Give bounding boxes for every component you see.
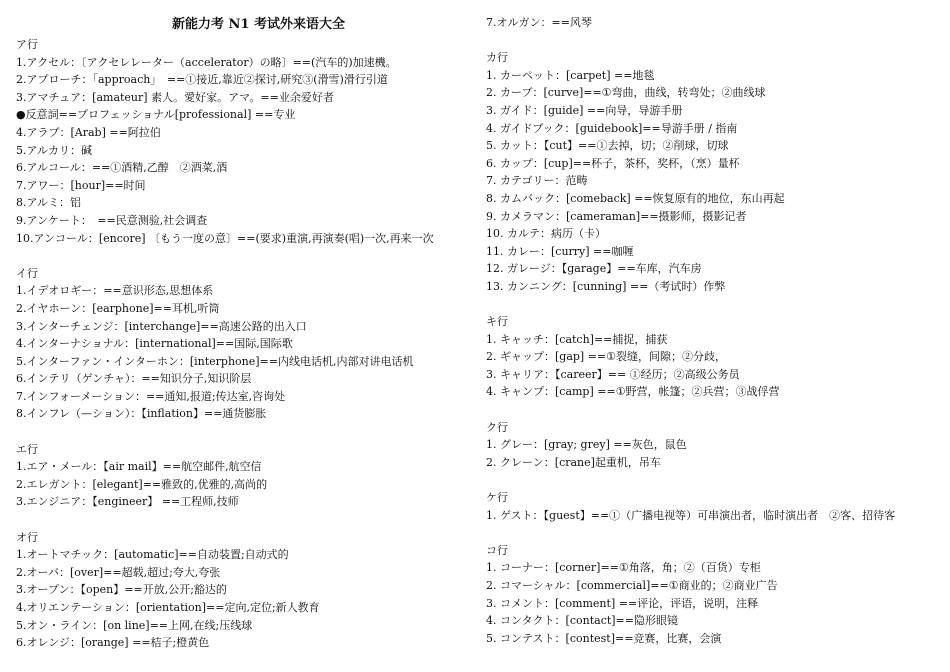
vocab-entry: 5.インターファン・インターホン：[interphone]==内线电话机,内部对讲电话机 (16, 354, 414, 368)
right-entry-list (486, 14, 936, 647)
vocab-entry: 6. カップ：[cup]==杯子，茶杯，奖杯，（烹）量杯 (486, 156, 740, 170)
vocab-entry: 2.イヤホーン：[earphone]==耳机,听筒 (16, 301, 220, 315)
vocab-entry: 5. コンテスト：[contest]==竞赛，比赛，会演 (486, 631, 722, 645)
section-spacer (16, 511, 461, 529)
vocab-entry: 8.アルミ：铝 (16, 196, 82, 210)
section-spacer (16, 423, 461, 441)
vocab-entry: 6.オレンジ：[orange] ==桔子;橙黄色 (16, 636, 210, 650)
vocab-entry: 4. ガイドブック：[guidebook]==导游手册 / 指南 (486, 121, 738, 135)
section-spacer (486, 524, 936, 542)
left-entry-list (16, 36, 461, 652)
vocab-entry: 10.アンコール：[encore] 〔もう一度の意〕==(要求)重演,再演奏(唱)一次,再来一次 (16, 231, 434, 245)
section-heading: ケ行 (486, 491, 508, 505)
vocab-entry: 7. カテゴリー：范畴 (486, 174, 588, 188)
section-spacer (486, 32, 936, 50)
vocab-entry: 5. カット：【cut】==①去掉，切；②削球，切球 (486, 139, 729, 153)
right-column (486, 14, 936, 647)
section-heading: カ行 (486, 51, 508, 65)
section-spacer (486, 401, 936, 419)
section-spacer (16, 247, 461, 265)
vocab-entry: 1. コーナー：[corner]==①角落，角；②（百货）专柜 (486, 561, 761, 575)
vocab-entry: 7.オルガン：==风琴 (486, 16, 592, 29)
vocab-entry: 1. キャッチ：[catch]==捕捉，捕获 (486, 332, 668, 346)
section-spacer (486, 471, 936, 489)
section-heading: イ行 (16, 266, 38, 280)
vocab-entry: 2.エレガント：[elegant]==雅致的,优雅的,高尚的 (16, 477, 268, 491)
vocab-entry: 7.インフォーメーション：==通知,报道;传达室,咨询处 (16, 389, 286, 403)
section-heading: キ行 (486, 315, 508, 329)
vocab-entry: 8. カムバック：[comeback] ==恢复原有的地位，东山再起 (486, 191, 785, 205)
vocab-entry: 2. コマーシャル：[commercial]==①商业的；②商业广告 (486, 579, 778, 592)
vocab-entry: 3.インターチェンジ：[interchange]==高速公路的出入口 (16, 319, 307, 333)
vocab-entry: 7.アワー：[hour]==时间 (16, 178, 146, 192)
vocab-entry: 4. キャンプ：[camp] ==①野营，帐篷；②兵营；③战俘营 (486, 385, 780, 399)
vocab-entry: 9.アンケート： ==民意测验,社会调查 (16, 213, 208, 227)
vocab-entry: 4.オリエンテーション：[orientation]==定向,定位;新人教育 (16, 601, 320, 614)
vocab-entry: 10. カルテ：病历（卡） (486, 227, 606, 241)
vocab-entry: 6.インテリ（ゲンチャ）：==知识分子,知识阶层 (16, 372, 252, 386)
vocab-entry: 11. カレー：[curry] ==咖喱 (486, 244, 634, 258)
vocab-entry: 3. コメント：[comment] ==评论，评语，说明，注释 (486, 596, 759, 610)
section-heading: エ行 (16, 442, 38, 456)
vocab-entry: 1.イデオロギー：==意识形态,思想体系 (16, 284, 214, 298)
vocab-entry: 5.アルカリ：碱 (16, 143, 93, 157)
vocab-entry: 3. キャリア：【career】== ①经历；②高级公务员 (486, 367, 740, 381)
vocab-entry: 4.インターナショナル：[international]==国际,国际歌 (16, 337, 293, 351)
vocab-entry: 8.インフレ（—ション）：【inflation】==通货膨胀 (16, 407, 267, 421)
vocab-entry: 2. カーブ：[curve]==①弯曲，曲线，转弯处；②曲线球 (486, 86, 766, 100)
vocab-entry: 1.オートマチック：[automatic]==自动装置;自动式的 (16, 548, 289, 562)
vocab-entry: 2. クレーン：[crane]起重机，吊车 (486, 455, 661, 469)
vocab-entry: 3. ガイド：[guide] ==向导，导游手册 (486, 103, 683, 117)
vocab-entry: 2. ギャップ：[gap] ==①裂缝，间隙；②分歧， (486, 350, 727, 364)
vocab-entry: 3.アマチュア：[amateur] 素人。愛好家。アマ。==业余爱好者 (16, 90, 334, 104)
vocab-entry: 1. カーペット：[carpet] ==地毯 (486, 68, 655, 82)
vocab-entry: 2.アプローチ：「approach」 ==①接近,靠近②探讨,研究③(滑雪)滑行引道 (16, 73, 388, 87)
vocab-entry: 1.アクセル：〔アクセレレーター（accelerator）の略〕==(汽车的)加速機。 (16, 55, 397, 69)
vocab-entry: 5.オン・ライン：[on line]==上网,在线;压线球 (16, 618, 253, 632)
vocab-entry: 3.オープン：【open】==开放,公开;豁达的 (16, 583, 227, 597)
vocab-entry: 12. ガレージ：【garage】==车库，汽车房 (486, 262, 702, 276)
section-heading: コ行 (486, 543, 508, 557)
vocab-entry: 1. ゲスト：【guest】==①（广播电视等）可串演出者，临时演出者 ②客、招待客 (486, 508, 896, 522)
left-column (16, 14, 461, 652)
section-heading: ア行 (16, 38, 38, 51)
vocab-entry: 13. カンニング：[cunning] ==（考试时）作弊 (486, 279, 726, 293)
vocab-entry: 4. コンタクト：[contact]==隐形眼镜 (486, 614, 678, 628)
section-spacer (486, 296, 936, 314)
section-heading: オ行 (16, 530, 38, 544)
vocab-entry: 3.エンジニア：【engineer】 ==工程师,技师 (16, 495, 239, 509)
vocab-entry: 4.アラブ：[Arab] ==阿拉伯 (16, 125, 161, 139)
vocab-entry: 6.アルコール：==①酒精,乙醇 ②酒菜,酒 (16, 161, 228, 175)
page-title: 新能力考 N1 考试外来语大全 (172, 17, 345, 32)
vocab-entry: 1.エア・メール：【air mail】==航空邮件,航空信 (16, 460, 262, 474)
vocab-entry: 9. カメラマン：[cameraman]==摄影师，摄影记者 (486, 209, 747, 223)
vocab-entry: 2.オーバ：[over]==超载,超过;夸大,夸张 (16, 565, 221, 579)
section-heading: ク行 (486, 420, 508, 434)
vocab-entry: 1. グレー：[gray; grey] ==灰色，鼠色 (486, 438, 687, 452)
vocab-entry: ●反意詞==プロフェッショナル[professional] ==专业 (16, 108, 296, 122)
